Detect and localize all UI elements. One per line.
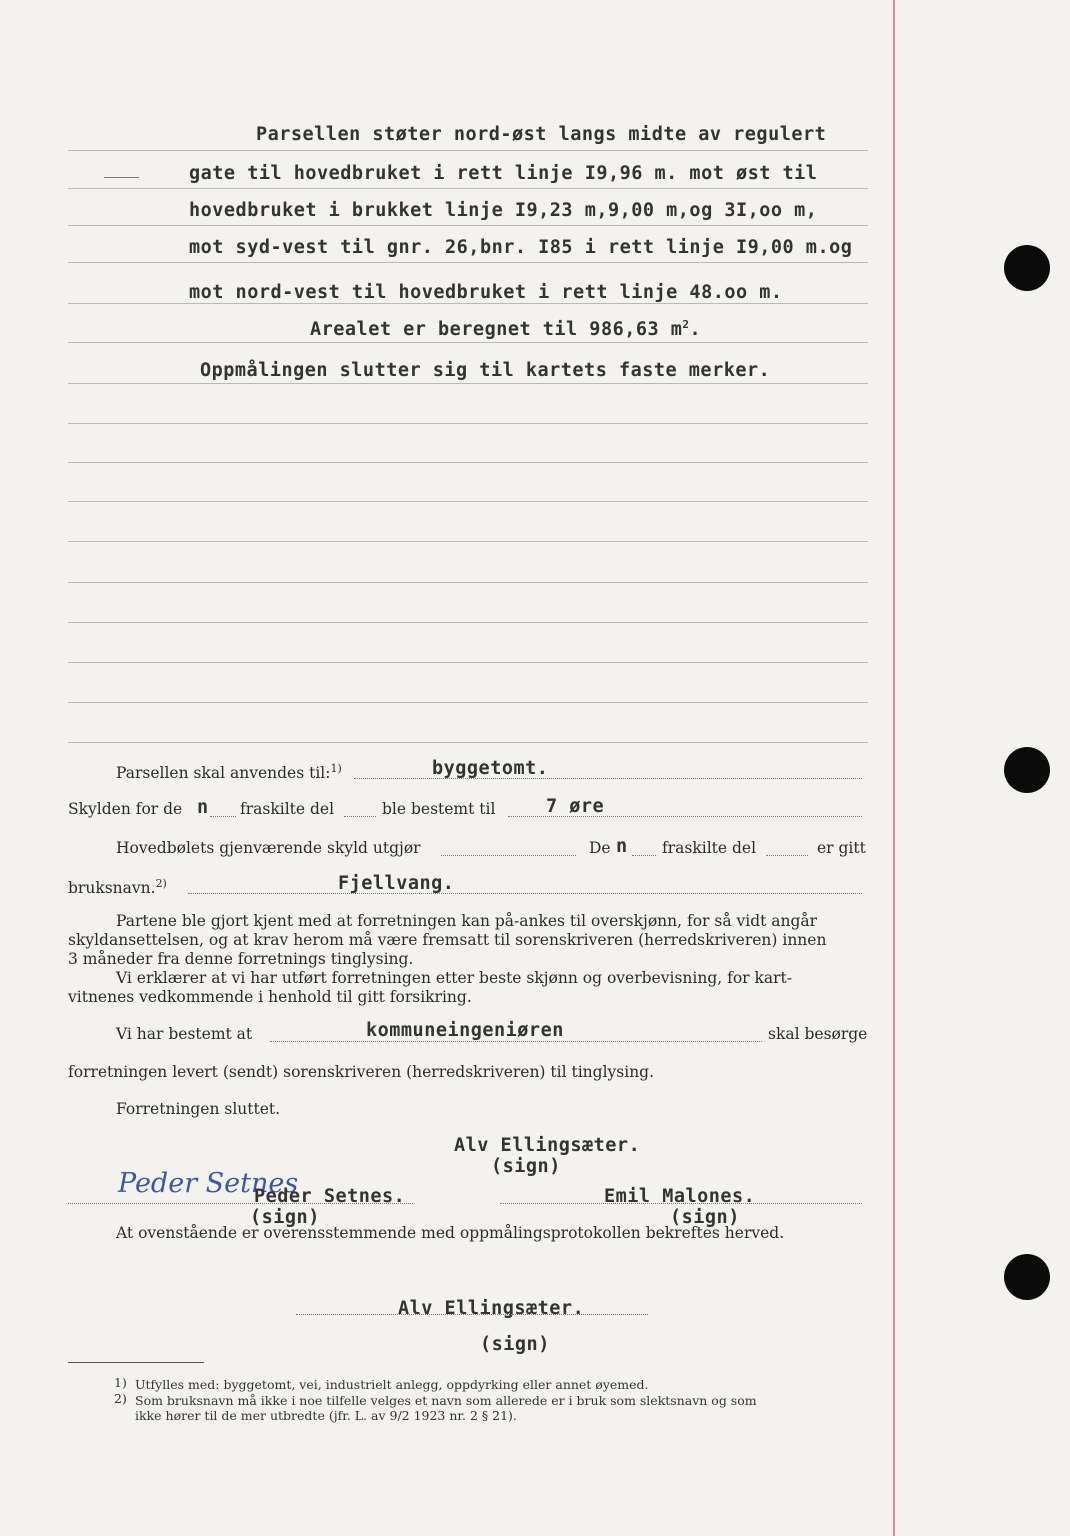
ruled-line xyxy=(68,702,868,703)
ruled-line xyxy=(68,423,868,424)
ruled-line xyxy=(68,303,868,304)
hoved-label-d: er gitt xyxy=(817,839,866,857)
area-text: Arealet er beregnet til 986,63 m xyxy=(310,319,683,341)
partene-line-2: skyldansettelsen, og at krav herom må være fremsatt til sorenskriveren (herredskriveren) innen xyxy=(68,931,827,949)
skyld-label-c: ble bestemt til xyxy=(382,800,496,818)
dotted-line xyxy=(766,855,808,856)
signature-4-name: Alv Ellingsæter. xyxy=(398,1298,585,1319)
dotted-line xyxy=(68,1203,413,1204)
footnote-rule xyxy=(68,1362,204,1363)
typed-line-5: mot nord-vest til hovedbruket i rett linje 48.oo m. xyxy=(189,282,783,303)
sluttet-line: Forretningen sluttet. xyxy=(116,1100,281,1118)
ruled-line xyxy=(68,662,868,663)
dotted-line xyxy=(441,855,576,856)
ruled-line xyxy=(68,188,868,189)
ruled-line xyxy=(68,462,868,463)
dotted-line xyxy=(344,816,376,817)
typed-line-2: gate til hovedbruket i rett linje I9,96 m. mot øst til xyxy=(189,163,818,184)
footnote-1: Utfylles med: byggetomt, vei, industrielt anlegg, oppdyrking eller annet øyemed. xyxy=(135,1377,649,1392)
signature-3-note: (sign) xyxy=(670,1207,740,1228)
hoved-label-c: fraskilte del xyxy=(662,839,757,857)
ruled-line xyxy=(68,541,868,542)
footnote-2-mark: 2) xyxy=(114,1391,127,1406)
ruled-line xyxy=(68,342,868,343)
ruled-line xyxy=(68,225,868,226)
attest-line: At ovenstående er overensstemmende med oppmålingsprotokollen bekreftes herved. xyxy=(116,1224,785,1242)
signature-1-name: Alv Ellingsæter. xyxy=(454,1135,641,1156)
signature-3-name: Emil Malones. xyxy=(604,1186,756,1207)
bruks-label-text: bruksnavn. xyxy=(68,879,156,898)
area-end: . xyxy=(689,319,702,341)
hoved-label-a: Hovedbølets gjenværende skyld utgjør xyxy=(116,839,421,857)
dotted-line xyxy=(270,1041,762,1042)
hoved-n: n xyxy=(616,836,628,857)
dotted-line xyxy=(500,1203,862,1204)
dotted-line xyxy=(296,1314,648,1315)
skyld-value: 7 øre xyxy=(546,796,605,817)
ruled-line xyxy=(68,262,868,263)
ruled-line xyxy=(68,383,868,384)
dotted-line xyxy=(188,893,862,894)
area-sup: 2 xyxy=(682,318,690,331)
hoved-label-b: De xyxy=(589,839,611,857)
bestemt-label-a: Vi har bestemt at xyxy=(116,1025,253,1043)
ruled-line xyxy=(68,742,868,743)
dotted-line xyxy=(354,778,862,779)
ruled-line xyxy=(68,150,868,151)
partene-line-3: 3 måneder fra denne forretnings tinglysing. xyxy=(68,950,414,968)
margin-dash xyxy=(104,177,139,178)
bruks-value: Fjellvang. xyxy=(338,873,455,894)
ruled-line xyxy=(68,582,868,583)
partene-line-1: Partene ble gjort kjent med at forretningen kan på-ankes til overskjønn, for så vidt angår xyxy=(116,912,818,930)
typed-line-3: hovedbruket i brukket linje I9,23 m,9,00 m,og 3I,oo m, xyxy=(189,200,818,221)
use-label-text: Parsellen skal anvendes til: xyxy=(116,764,331,783)
signature-1-note: (sign) xyxy=(491,1156,561,1177)
bestemt-label-b: skal besørge xyxy=(768,1025,868,1043)
ruled-line xyxy=(68,501,868,502)
ruled-line xyxy=(68,622,868,623)
bestemt-value: kommuneingeniøren xyxy=(366,1020,564,1041)
use-label xyxy=(116,762,342,782)
signature-4-note: (sign) xyxy=(480,1334,550,1355)
use-ref: 1) xyxy=(330,762,342,775)
dotted-line xyxy=(632,855,656,856)
skyld-label-a: Skylden for de xyxy=(68,800,183,818)
footnote-1-mark: 1) xyxy=(114,1375,127,1390)
area-line xyxy=(310,318,701,340)
dotted-line xyxy=(210,816,236,817)
punch-hole xyxy=(1004,1254,1050,1300)
punch-hole xyxy=(1004,747,1050,793)
levert-line: forretningen levert (sendt) sorenskriveren (herredskriveren) til tinglysing. xyxy=(68,1063,655,1081)
vi-line-2: vitnenes vedkommende i henhold til gitt forsikring. xyxy=(68,988,472,1006)
footnote-2-line-2: ikke hører til de mer utbredte (jfr. L. av 9/2 1923 nr. 2 § 21). xyxy=(135,1408,517,1423)
margin-rule xyxy=(893,0,895,1536)
use-value: byggetomt. xyxy=(432,758,549,779)
typed-line-7: Oppmålingen slutter sig til kartets faste merker. xyxy=(200,360,771,381)
signature-2-name: Peder Setnes. xyxy=(254,1186,406,1207)
handwritten-signature: Peder Setnes xyxy=(118,1168,299,1199)
bruks-ref: 2) xyxy=(155,877,167,890)
typed-line-4: mot syd-vest til gnr. 26,bnr. I85 i rett linje I9,00 m.og xyxy=(189,237,853,258)
footnote-2-line-1: Som bruksnavn må ikke i noe tilfelle velges et navn som allerede er i bruk som slektsnavn og som xyxy=(135,1393,757,1408)
typed-line-1: Parsellen støter nord-øst langs midte av regulert xyxy=(256,124,827,145)
punch-hole xyxy=(1004,245,1050,291)
signature-2-note: (sign) xyxy=(250,1207,320,1228)
skyld-label-b: fraskilte del xyxy=(240,800,335,818)
skyld-n: n xyxy=(197,797,209,818)
vi-line-1: Vi erklærer at vi har utført forretningen etter beste skjønn og overbevisning, for kart- xyxy=(116,969,793,987)
bruks-label xyxy=(68,877,167,897)
